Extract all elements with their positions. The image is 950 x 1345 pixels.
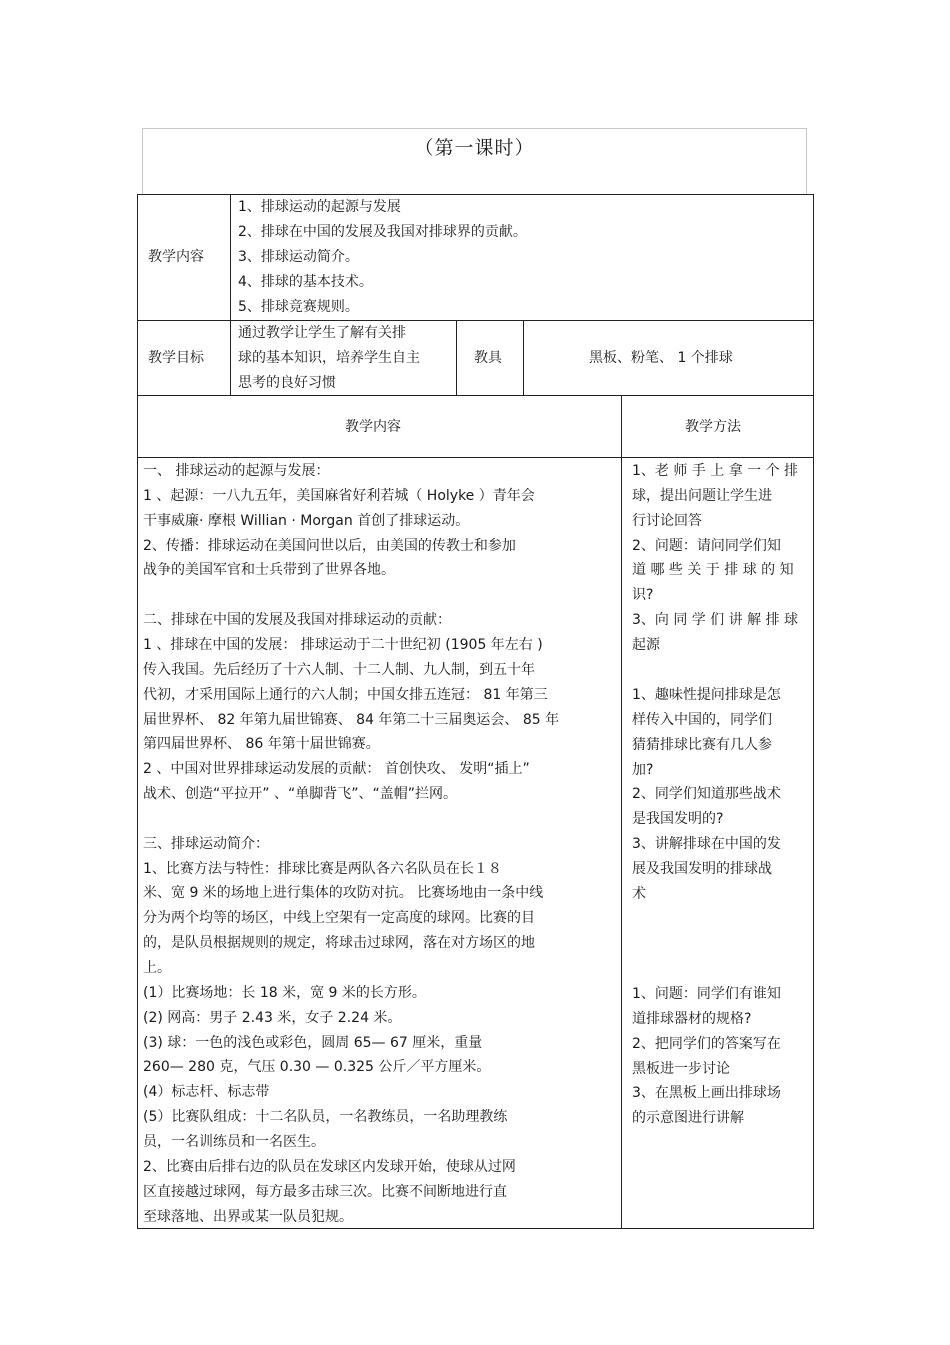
method-line: 黑板进一步讨论	[632, 1060, 730, 1077]
method-line: 道 哪 些 关 于 排 球 的 知	[632, 562, 794, 579]
method-line: 样传入中国的，同学们	[632, 711, 772, 728]
body-line: (2) 网高：男子 2.43 米，女子 2.24 米。	[143, 1009, 402, 1026]
body-line: 2、比赛由后排右边的队员在发球区内发球开始，使球从过网	[143, 1158, 516, 1175]
title-box	[142, 128, 807, 194]
body-line: 的，是队员根据规则的规定，将球击过球网，落在对方场区的地	[143, 935, 535, 952]
body-line: 至球落地、出界或某一队员犯规。	[143, 1208, 353, 1225]
content-item: 3、排球运动简介。	[238, 249, 359, 265]
tools-label: 教具	[474, 350, 502, 366]
body-line: 干事威廉· 摩根 Willian · Morgan 首创了排球运动。	[143, 512, 470, 529]
method-line: 3、向 同 学 们 讲 解 排 球	[632, 612, 799, 629]
body-line: 2 、中国对世界排球运动发展的贡献： 首创快攻、 发明“插上”	[143, 761, 530, 778]
page-title: （第一课时）	[414, 137, 535, 159]
goal-line: 球的基本知识，培养学生自主	[238, 350, 420, 366]
method-line: 展及我国发明的排球战	[632, 860, 772, 877]
tools-value: 黑板、粉笔、 1 个排球	[589, 350, 733, 366]
body-line: 260— 280 克，气压 0.30 — 0.325 公斤／平方厘米。	[143, 1059, 491, 1076]
method-line: 的示意图进行讲解	[632, 1110, 744, 1127]
method-line: 3、讲解排球在中国的发	[632, 836, 781, 853]
body-line: 米、宽 9 米的场地上进行集体的攻防对抗。 比赛场地由一条中线	[143, 885, 544, 902]
body-line: 区直接越过球网，每方最多击球三次。比赛不间断地进行直	[143, 1183, 507, 1200]
goal-line: 通过教学让学生了解有关排	[238, 325, 406, 341]
content-item: 5、排球竞赛规则。	[238, 299, 359, 315]
method-line: 1、趣味性提问排球是怎	[632, 687, 781, 703]
method-line: 1、老 师 手 上 拿 一 个 排	[632, 463, 799, 479]
method-line: 是我国发明的?	[632, 811, 724, 828]
body-line: (3) 球：一色的浅色或彩色，圆周 65— 67 厘米，重量	[143, 1034, 483, 1051]
method-line: 球，提出问题让学生进	[632, 487, 772, 504]
content-item: 1、排球运动的起源与发展	[238, 199, 401, 215]
method-line: 道排球器材的规格?	[632, 1010, 752, 1027]
content-item: 4、排球的基本技术。	[238, 274, 373, 290]
body-line: 一、 排球运动的起源与发展：	[143, 463, 330, 479]
body-line: 1、比赛方法与特性：排球比赛是两队各六名队员在长１８	[143, 860, 502, 877]
body-line: 二、排球在中国的发展及我国对排球运动的贡献：	[143, 612, 451, 629]
body-line: 届世界杯、 82 年第九届世锦赛、 84 年第二十三届奥运会、 85 年	[143, 711, 560, 728]
goal-label: 教学目标	[148, 350, 204, 366]
method-line: 行讨论回答	[632, 512, 702, 529]
col-content-header: 教学内容	[345, 419, 401, 435]
body-line: 2、传播：排球运动在美国问世以后，由美国的传教士和参加	[143, 537, 516, 554]
body-line: 三、排球运动简介：	[143, 835, 269, 852]
method-line: 1、问题：同学们有谁知	[632, 986, 781, 1002]
body-line: 代初，才采用国际上通行的六人制；中国女排五连冠： 81 年第三	[143, 686, 548, 703]
body-line: 1 、排球在中国的发展： 排球运动于二十世纪初 (1905 年左右 )	[143, 636, 543, 653]
body-line: 上。	[143, 960, 171, 976]
body-line: 战术、创造“平拉开” 、“单脚背飞”、“盖帽”拦网。	[143, 786, 457, 803]
method-line: 起源	[632, 636, 660, 653]
body-line: 员，一名训练员和一名医生。	[143, 1133, 325, 1150]
body-line: 传入我国。先后经历了十六人制、十二人制、九人制，到五十年	[143, 661, 535, 678]
body-line: 战争的美国军官和士兵带到了世界各地。	[143, 562, 395, 579]
method-line: 2、问题：请问同学们知	[632, 537, 781, 554]
method-line: 2、同学们知道那些战术	[632, 786, 781, 803]
method-line: 猜猜排球比赛有几人参	[632, 736, 772, 753]
col-method-header: 教学方法	[685, 419, 741, 435]
goal-line: 思考的良好习惯	[238, 375, 336, 391]
content-label: 教学内容	[148, 249, 204, 265]
body-line: (1）比赛场地：长 18 米，宽 9 米的长方形。	[143, 984, 426, 1001]
method-line: 识?	[632, 587, 654, 604]
method-line: 术	[632, 885, 646, 902]
body-line: (4）标志杆、标志带	[143, 1084, 270, 1101]
body-line: 1 、起源：一八九五年，美国麻省好利若城（ Holyke ）青年会	[143, 487, 535, 504]
method-line: 加?	[632, 761, 654, 778]
content-item: 2、排球在中国的发展及我国对排球界的贡献。	[238, 224, 527, 240]
method-line: 3、在黑板上画出排球场	[632, 1085, 781, 1102]
method-line: 2、把同学们的答案写在	[632, 1035, 781, 1052]
body-line: (5）比赛队组成：十二名队员，一名教练员，一名助理教练	[143, 1109, 508, 1126]
body-line: 分为两个均等的场区，中线上空架有一定高度的球网。比赛的目	[143, 910, 535, 927]
body-line: 第四届世界杯、 86 年第十届世锦赛。	[143, 736, 380, 753]
